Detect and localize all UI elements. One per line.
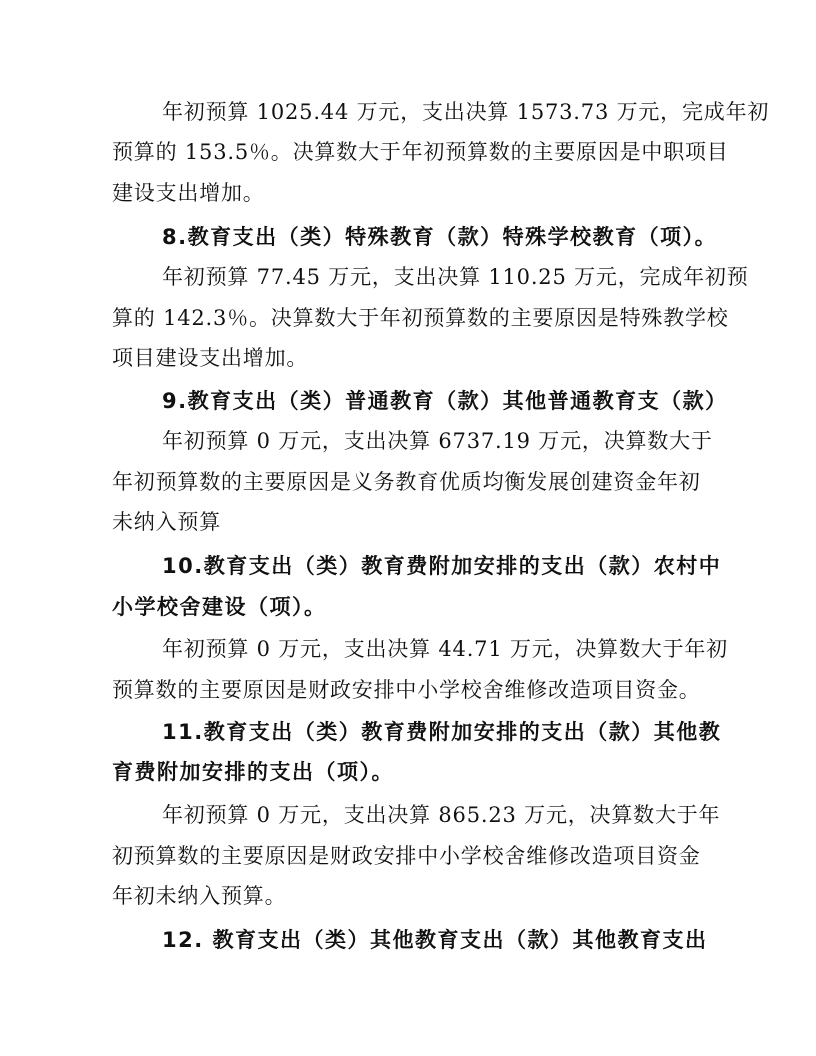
section-heading-11: 11.教育支出（类）教育费附加安排的支出（款）其他教 bbox=[162, 720, 722, 744]
text-line: 年初未纳入预算。 bbox=[112, 884, 287, 908]
text-line: 年初预算数的主要原因是义务教育优质均衡发展创建资金年初 bbox=[112, 470, 701, 494]
text-line: 预算数的主要原因是财政安排中小学校舍维修改造项目资金。 bbox=[112, 678, 701, 702]
text-line: 年初预算 0 万元，支出决算 44.71 万元，决算数大于年初 bbox=[162, 637, 728, 661]
section-heading-10: 10.教育支出（类）教育费附加安排的支出（款）农村中 bbox=[162, 554, 722, 578]
text-line: 年初预算 77.45 万元，支出决算 110.25 万元，完成年初预 bbox=[162, 265, 749, 289]
section-heading-9: 9.教育支出（类）普通教育（款）其他普通教育支（款） bbox=[162, 389, 728, 413]
text-line: 算的 142.3％。决算数大于年初预算数的主要原因是特殊教学校 bbox=[112, 306, 729, 330]
text-line: 预算的 153.5％。决算数大于年初预算数的主要原因是中职项目 bbox=[112, 140, 729, 164]
text-line: 初预算数的主要原因是财政安排中小学校舍维修改造项目资金 bbox=[112, 844, 701, 868]
section-heading-11-cont: 育费附加安排的支出（项）。 bbox=[112, 760, 394, 784]
section-heading-12: 12. 教育支出（类）其他教育支出（款）其他教育支出 bbox=[162, 928, 708, 952]
section-heading-8: 8.教育支出（类）特殊教育（款）特殊学校教育（项）。 bbox=[162, 225, 718, 249]
text-line: 建设支出增加。 bbox=[112, 181, 265, 205]
text-line: 年初预算 0 万元，支出决算 6737.19 万元，决算数大于 bbox=[162, 429, 713, 453]
text-line: 年初预算 0 万元，支出决算 865.23 万元，决算数大于年 bbox=[162, 803, 721, 827]
section-heading-10-cont: 小学校舍建设（项）。 bbox=[112, 595, 327, 619]
text-line: 项目建设支出增加。 bbox=[112, 346, 309, 370]
text-line: 未纳入预算 bbox=[112, 510, 221, 534]
text-line: 年初预算 1025.44 万元，支出决算 1573.73 万元，完成年初 bbox=[162, 100, 770, 124]
